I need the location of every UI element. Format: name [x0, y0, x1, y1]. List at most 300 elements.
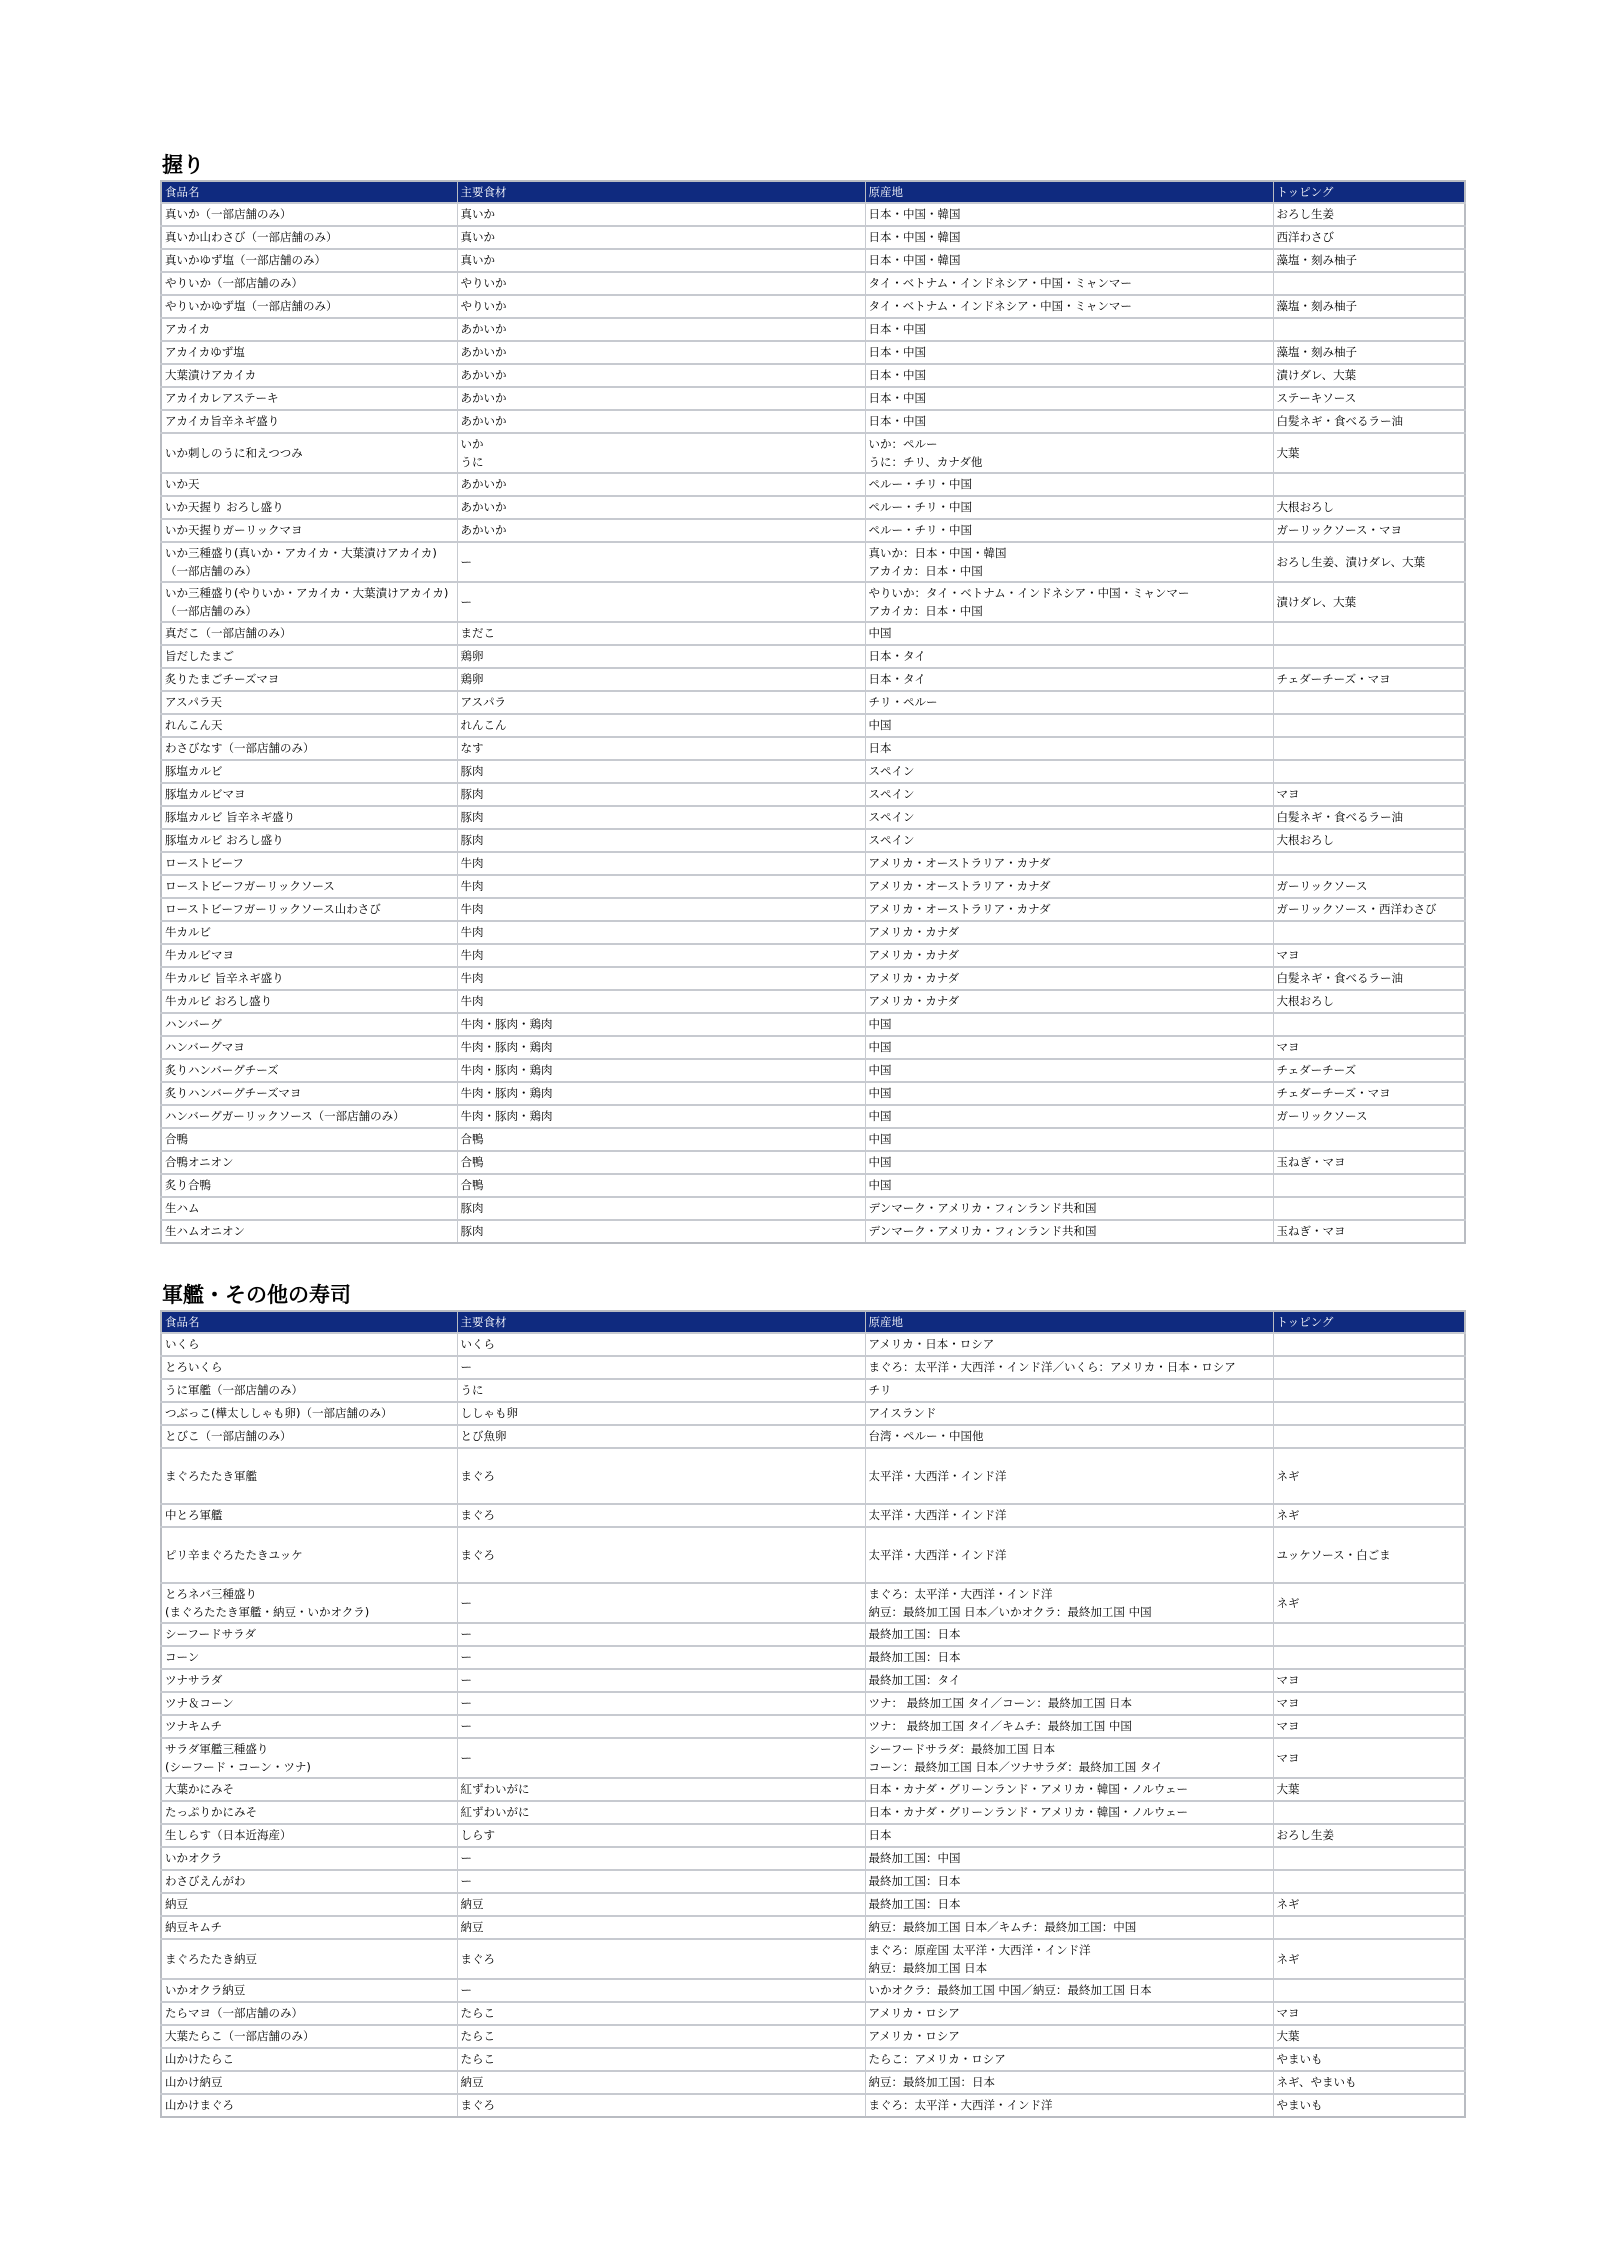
cell-main-ingredient: ししゃも卵 [457, 1402, 865, 1425]
cell-main-ingredient: 鶏卵 [457, 645, 865, 668]
cell-food-name: 大葉漬けアカイカ [161, 364, 457, 387]
cell-main-ingredient: 牛肉 [457, 990, 865, 1013]
cell-origin: 最終加工国：日本 [865, 1870, 1273, 1893]
table-row [161, 622, 1465, 645]
cell-topping: おろし生姜、漬けダレ、大葉 [1273, 542, 1465, 582]
cell-topping [1273, 1197, 1465, 1220]
cell-origin: 最終加工国：タイ [865, 1669, 1273, 1692]
cell-topping [1273, 691, 1465, 714]
table-row [161, 1939, 1465, 1979]
cell-main-ingredient: アスパラ [457, 691, 865, 714]
cell-origin: アメリカ・ロシア [865, 2025, 1273, 2048]
cell-origin: やりいか：タイ・ベトナム・インドネシア・中国・ミャンマー アカイカ：日本・中国 [865, 582, 1273, 622]
cell-origin: 台湾・ペルー・中国他 [865, 1425, 1273, 1448]
cell-food-name: ローストビーフガーリックソース [161, 875, 457, 898]
cell-food-name: ツナ＆コーン [161, 1692, 457, 1715]
cell-origin: 中国 [865, 622, 1273, 645]
cell-topping [1273, 1801, 1465, 1824]
cell-main-ingredient: 真いか [457, 203, 865, 226]
cell-topping: ガーリックソース・マヨ [1273, 519, 1465, 542]
cell-origin: アメリカ・カナダ [865, 990, 1273, 1013]
cell-origin: アメリカ・カナダ [865, 967, 1273, 990]
menu-table [160, 180, 1466, 1244]
table-row [161, 410, 1465, 433]
table-row [161, 1151, 1465, 1174]
cell-main-ingredient: 紅ずわいがに [457, 1801, 865, 1824]
cell-origin: デンマーク・アメリカ・フィンランド共和国 [865, 1197, 1273, 1220]
table-row [161, 1504, 1465, 1527]
cell-origin: 日本・中国・韓国 [865, 226, 1273, 249]
cell-topping [1273, 852, 1465, 875]
header-main-ingredient: 主要食材 [457, 181, 865, 203]
table-row [161, 473, 1465, 496]
table-row [161, 1669, 1465, 1692]
cell-food-name: まぐろたたき軍艦 [161, 1448, 457, 1504]
cell-food-name: たっぷりかにみそ [161, 1801, 457, 1824]
cell-origin: 日本・タイ [865, 645, 1273, 668]
cell-topping: おろし生姜 [1273, 203, 1465, 226]
cell-origin: 最終加工国：中国 [865, 1847, 1273, 1870]
table-row [161, 1333, 1465, 1356]
cell-topping: やまいも [1273, 2048, 1465, 2071]
cell-food-name: 納豆キムチ [161, 1916, 457, 1939]
cell-main-ingredient: 豚肉 [457, 760, 865, 783]
cell-food-name: まぐろたたき納豆 [161, 1939, 457, 1979]
cell-food-name: アカイカ旨辛ネギ盛り [161, 410, 457, 433]
cell-main-ingredient: あかいか [457, 341, 865, 364]
cell-main-ingredient: 牛肉 [457, 852, 865, 875]
cell-origin: ペルー・チリ・中国 [865, 519, 1273, 542]
cell-main-ingredient: 合鴨 [457, 1128, 865, 1151]
cell-topping: やまいも [1273, 2094, 1465, 2117]
cell-food-name: 合鴨オニオン [161, 1151, 457, 1174]
cell-main-ingredient: 合鴨 [457, 1174, 865, 1197]
cell-main-ingredient: まだこ [457, 622, 865, 645]
cell-origin: チリ [865, 1379, 1273, 1402]
cell-food-name: 大葉かにみそ [161, 1778, 457, 1801]
cell-topping: 藻塩・刻み柚子 [1273, 341, 1465, 364]
section-gunkan [160, 1280, 1464, 2118]
cell-food-name: ツナキムチ [161, 1715, 457, 1738]
cell-origin: 日本・中国 [865, 318, 1273, 341]
cell-origin: デンマーク・アメリカ・フィンランド共和国 [865, 1220, 1273, 1243]
cell-food-name: 豚塩カルビ 旨辛ネギ盛り [161, 806, 457, 829]
cell-topping [1273, 737, 1465, 760]
cell-topping: 白髪ネギ・食べるラー油 [1273, 410, 1465, 433]
cell-origin: 日本・中国 [865, 364, 1273, 387]
cell-main-ingredient: やりいか [457, 272, 865, 295]
header-origin: 原産地 [865, 1311, 1273, 1333]
cell-food-name: いかオクラ [161, 1847, 457, 1870]
cell-topping: ネギ [1273, 1893, 1465, 1916]
table-row [161, 1425, 1465, 1448]
header-topping: トッピング [1273, 1311, 1465, 1333]
cell-main-ingredient: ー [457, 1738, 865, 1778]
cell-food-name: アカイカレアステーキ [161, 387, 457, 410]
cell-main-ingredient: まぐろ [457, 1527, 865, 1583]
cell-main-ingredient: 合鴨 [457, 1151, 865, 1174]
table-row [161, 2071, 1465, 2094]
cell-main-ingredient: ー [457, 542, 865, 582]
cell-topping [1273, 1847, 1465, 1870]
section-title: 握り [162, 153, 204, 177]
cell-topping [1273, 473, 1465, 496]
cell-topping [1273, 1356, 1465, 1379]
table-row [161, 1870, 1465, 1893]
cell-food-name: ハンバーグガーリックソース（一部店舗のみ） [161, 1105, 457, 1128]
cell-main-ingredient: ー [457, 1692, 865, 1715]
table-row [161, 2048, 1465, 2071]
cell-topping: マヨ [1273, 1715, 1465, 1738]
cell-origin: 日本・タイ [865, 668, 1273, 691]
table-row [161, 1105, 1465, 1128]
cell-topping: 玉ねぎ・マヨ [1273, 1220, 1465, 1243]
cell-food-name: いかオクラ納豆 [161, 1979, 457, 2002]
table-row [161, 1893, 1465, 1916]
cell-topping: ガーリックソース [1273, 875, 1465, 898]
header-origin: 原産地 [865, 181, 1273, 203]
cell-main-ingredient: ー [457, 1646, 865, 1669]
table-row [161, 760, 1465, 783]
cell-topping: ネギ [1273, 1448, 1465, 1504]
cell-main-ingredient: ー [457, 582, 865, 622]
cell-origin: スペイン [865, 783, 1273, 806]
cell-main-ingredient: ー [457, 1669, 865, 1692]
cell-topping: ユッケソース・白ごま [1273, 1527, 1465, 1583]
cell-topping [1273, 1646, 1465, 1669]
cell-food-name: れんこん天 [161, 714, 457, 737]
cell-topping: 西洋わさび [1273, 226, 1465, 249]
cell-food-name: わさびえんがわ [161, 1870, 457, 1893]
table-row [161, 1715, 1465, 1738]
cell-food-name: 大葉たらこ（一部店舗のみ） [161, 2025, 457, 2048]
cell-origin: 最終加工国：日本 [865, 1893, 1273, 1916]
cell-food-name: いか天 [161, 473, 457, 496]
cell-topping: チェダーチーズ・マヨ [1273, 1082, 1465, 1105]
cell-topping: 藻塩・刻み柚子 [1273, 249, 1465, 272]
cell-main-ingredient: 牛肉・豚肉・鶏肉 [457, 1013, 865, 1036]
cell-main-ingredient: 納豆 [457, 1916, 865, 1939]
cell-topping: おろし生姜 [1273, 1824, 1465, 1847]
cell-main-ingredient: 納豆 [457, 1893, 865, 1916]
table-row [161, 1738, 1465, 1778]
table-row [161, 295, 1465, 318]
cell-food-name: いか天握りガーリックマヨ [161, 519, 457, 542]
cell-main-ingredient: 牛肉・豚肉・鶏肉 [457, 1059, 865, 1082]
cell-food-name: 豚塩カルビ おろし盛り [161, 829, 457, 852]
cell-origin: まぐろ：原産国 太平洋・大西洋・インド洋 納豆：最終加工国 日本 [865, 1939, 1273, 1979]
cell-origin: 納豆：最終加工国：日本 [865, 2071, 1273, 2094]
cell-topping [1273, 921, 1465, 944]
cell-topping: 漬けダレ、大葉 [1273, 364, 1465, 387]
cell-topping: 大根おろし [1273, 990, 1465, 1013]
cell-topping [1273, 318, 1465, 341]
cell-topping [1273, 1013, 1465, 1036]
table-row [161, 852, 1465, 875]
cell-origin: 太平洋・大西洋・インド洋 [865, 1448, 1273, 1504]
table-row [161, 496, 1465, 519]
cell-main-ingredient: ー [457, 1356, 865, 1379]
cell-topping: マヨ [1273, 1669, 1465, 1692]
cell-origin: ツナ： 最終加工国 タイ／キムチ：最終加工国 中国 [865, 1715, 1273, 1738]
cell-origin: 日本・中国 [865, 410, 1273, 433]
table-row [161, 1583, 1465, 1623]
cell-food-name: 真いか（一部店舗のみ） [161, 203, 457, 226]
cell-food-name: いくら [161, 1333, 457, 1356]
cell-topping: 白髪ネギ・食べるラー油 [1273, 806, 1465, 829]
cell-main-ingredient: あかいか [457, 410, 865, 433]
cell-topping: マヨ [1273, 944, 1465, 967]
table-row [161, 967, 1465, 990]
cell-main-ingredient: あかいか [457, 519, 865, 542]
cell-main-ingredient: まぐろ [457, 1504, 865, 1527]
cell-origin: タイ・ベトナム・インドネシア・中国・ミャンマー [865, 272, 1273, 295]
table-row [161, 1847, 1465, 1870]
table-row [161, 341, 1465, 364]
table-row [161, 806, 1465, 829]
cell-food-name: 豚塩カルビマヨ [161, 783, 457, 806]
menu-table [160, 1310, 1466, 2118]
cell-food-name: 生ハム [161, 1197, 457, 1220]
table-row [161, 203, 1465, 226]
cell-food-name: いか刺しのうに和えつつみ [161, 433, 457, 473]
cell-main-ingredient: 豚肉 [457, 806, 865, 829]
cell-topping: 大根おろし [1273, 496, 1465, 519]
cell-origin: いか：ペルー うに：チリ、カナダ他 [865, 433, 1273, 473]
cell-origin: タイ・ベトナム・インドネシア・中国・ミャンマー [865, 295, 1273, 318]
cell-food-name: アカイカゆず塩 [161, 341, 457, 364]
cell-food-name: 合鴨 [161, 1128, 457, 1151]
cell-main-ingredient: 豚肉 [457, 1220, 865, 1243]
cell-topping: 大葉 [1273, 1778, 1465, 1801]
table-row [161, 714, 1465, 737]
cell-main-ingredient: あかいか [457, 496, 865, 519]
cell-main-ingredient: 真いか [457, 226, 865, 249]
cell-topping [1273, 1402, 1465, 1425]
cell-food-name: たらマヨ（一部店舗のみ） [161, 2002, 457, 2025]
cell-main-ingredient: いくら [457, 1333, 865, 1356]
cell-main-ingredient: れんこん [457, 714, 865, 737]
cell-origin: ペルー・チリ・中国 [865, 496, 1273, 519]
cell-origin: 中国 [865, 1013, 1273, 1036]
cell-main-ingredient: 豚肉 [457, 1197, 865, 1220]
table-row [161, 691, 1465, 714]
cell-food-name: いか三種盛り(真いか・アカイカ・大葉漬けアカイカ) （一部店舗のみ） [161, 542, 457, 582]
table-header-row [161, 1311, 1465, 1333]
table-row [161, 898, 1465, 921]
table-row [161, 387, 1465, 410]
table-row [161, 1778, 1465, 1801]
cell-topping [1273, 1425, 1465, 1448]
table-row [161, 1197, 1465, 1220]
cell-main-ingredient: たらこ [457, 2025, 865, 2048]
header-topping: トッピング [1273, 181, 1465, 203]
cell-food-name: とびこ（一部店舗のみ） [161, 1425, 457, 1448]
cell-origin: 日本 [865, 1824, 1273, 1847]
cell-food-name: 山かけまぐろ [161, 2094, 457, 2117]
cell-food-name: 炙りハンバーグチーズマヨ [161, 1082, 457, 1105]
cell-main-ingredient: 牛肉・豚肉・鶏肉 [457, 1082, 865, 1105]
cell-food-name: 真いかゆず塩（一部店舗のみ） [161, 249, 457, 272]
table-row [161, 1128, 1465, 1151]
table-row [161, 519, 1465, 542]
cell-main-ingredient: 紅ずわいがに [457, 1778, 865, 1801]
cell-food-name: ツナサラダ [161, 1669, 457, 1692]
cell-topping [1273, 760, 1465, 783]
cell-food-name: ローストビーフガーリックソース山わさび [161, 898, 457, 921]
cell-food-name: 旨だしたまご [161, 645, 457, 668]
table-row [161, 318, 1465, 341]
cell-topping: マヨ [1273, 1738, 1465, 1778]
cell-main-ingredient: たらこ [457, 2048, 865, 2071]
cell-food-name: コーン [161, 1646, 457, 1669]
cell-origin: いかオクラ：最終加工国 中国／納豆：最終加工国 日本 [865, 1979, 1273, 2002]
cell-food-name: 生ハムオニオン [161, 1220, 457, 1243]
cell-topping: マヨ [1273, 2002, 1465, 2025]
table-row [161, 1692, 1465, 1715]
table-row [161, 1220, 1465, 1243]
table-row [161, 226, 1465, 249]
table-row [161, 1082, 1465, 1105]
cell-origin: 納豆：最終加工国 日本／キムチ：最終加工国：中国 [865, 1916, 1273, 1939]
cell-food-name: 豚塩カルビ [161, 760, 457, 783]
cell-main-ingredient: なす [457, 737, 865, 760]
table-row [161, 875, 1465, 898]
cell-main-ingredient: まぐろ [457, 1448, 865, 1504]
cell-origin: チリ・ペルー [865, 691, 1273, 714]
cell-origin: 中国 [865, 1036, 1273, 1059]
cell-main-ingredient: 真いか [457, 249, 865, 272]
header-food-name: 食品名 [161, 1311, 457, 1333]
cell-main-ingredient: 牛肉・豚肉・鶏肉 [457, 1105, 865, 1128]
cell-origin: アメリカ・カナダ [865, 921, 1273, 944]
cell-main-ingredient: 牛肉 [457, 967, 865, 990]
cell-topping [1273, 272, 1465, 295]
cell-origin: 日本 [865, 737, 1273, 760]
table-row [161, 1646, 1465, 1669]
cell-main-ingredient: あかいか [457, 387, 865, 410]
cell-topping: ネギ [1273, 1583, 1465, 1623]
cell-topping: ステーキソース [1273, 387, 1465, 410]
cell-topping: チェダーチーズ [1273, 1059, 1465, 1082]
cell-origin: シーフードサラダ：最終加工国 日本 コーン：最終加工国 日本／ツナサラダ：最終加工国 タイ [865, 1738, 1273, 1778]
cell-main-ingredient: 牛肉 [457, 875, 865, 898]
cell-origin: アメリカ・日本・ロシア [865, 1333, 1273, 1356]
table-row [161, 364, 1465, 387]
cell-origin: ツナ： 最終加工国 タイ／コーン：最終加工国 日本 [865, 1692, 1273, 1715]
cell-origin: 中国 [865, 1151, 1273, 1174]
cell-topping [1273, 645, 1465, 668]
cell-topping [1273, 1333, 1465, 1356]
cell-food-name: シーフードサラダ [161, 1623, 457, 1646]
cell-origin: 太平洋・大西洋・インド洋 [865, 1504, 1273, 1527]
cell-food-name: アカイカ [161, 318, 457, 341]
cell-origin: アメリカ・ロシア [865, 2002, 1273, 2025]
cell-food-name: わさびなす（一部店舗のみ） [161, 737, 457, 760]
cell-food-name: ピリ辛まぐろたたきユッケ [161, 1527, 457, 1583]
table-row [161, 249, 1465, 272]
table-row [161, 1623, 1465, 1646]
cell-main-ingredient: ー [457, 1870, 865, 1893]
cell-origin: 中国 [865, 1174, 1273, 1197]
cell-origin: 最終加工国：日本 [865, 1646, 1273, 1669]
cell-food-name: アスパラ天 [161, 691, 457, 714]
table-row [161, 1174, 1465, 1197]
cell-food-name: うに軍艦（一部店舗のみ） [161, 1379, 457, 1402]
cell-topping: マヨ [1273, 783, 1465, 806]
cell-topping: 漬けダレ、大葉 [1273, 582, 1465, 622]
cell-main-ingredient: やりいか [457, 295, 865, 318]
cell-origin: スペイン [865, 806, 1273, 829]
cell-main-ingredient: あかいか [457, 318, 865, 341]
cell-origin: まぐろ：太平洋・大西洋・インド洋／いくら：アメリカ・日本・ロシア [865, 1356, 1273, 1379]
cell-topping [1273, 1870, 1465, 1893]
cell-origin: 中国 [865, 1082, 1273, 1105]
cell-origin: 日本・中国 [865, 387, 1273, 410]
cell-origin: 日本・カナダ・グリーンランド・アメリカ・韓国・ノルウェー [865, 1778, 1273, 1801]
cell-topping [1273, 622, 1465, 645]
cell-origin: 日本・中国 [865, 341, 1273, 364]
table-row [161, 1379, 1465, 1402]
cell-main-ingredient: ー [457, 1847, 865, 1870]
table-row [161, 1356, 1465, 1379]
table-row [161, 2094, 1465, 2117]
cell-main-ingredient: ー [457, 1623, 865, 1646]
cell-main-ingredient: ー [457, 1979, 865, 2002]
cell-main-ingredient: 牛肉 [457, 898, 865, 921]
cell-origin: スペイン [865, 760, 1273, 783]
header-food-name: 食品名 [161, 181, 457, 203]
cell-topping: ネギ [1273, 1504, 1465, 1527]
cell-origin: まぐろ：太平洋・大西洋・インド洋 納豆：最終加工国 日本／いかオクラ：最終加工国 中国 [865, 1583, 1273, 1623]
cell-topping [1273, 714, 1465, 737]
cell-main-ingredient: あかいか [457, 364, 865, 387]
cell-origin: 太平洋・大西洋・インド洋 [865, 1527, 1273, 1583]
cell-topping: ネギ [1273, 1939, 1465, 1979]
table-row [161, 433, 1465, 473]
cell-food-name: 牛カルビ 旨辛ネギ盛り [161, 967, 457, 990]
table-row [161, 944, 1465, 967]
table-row [161, 829, 1465, 852]
section-nigiri [160, 150, 1464, 1244]
cell-main-ingredient: まぐろ [457, 2094, 865, 2117]
cell-food-name: 真いか山わさび（一部店舗のみ） [161, 226, 457, 249]
cell-food-name: 牛カルビ [161, 921, 457, 944]
cell-topping [1273, 1379, 1465, 1402]
cell-food-name: いか天握り おろし盛り [161, 496, 457, 519]
cell-food-name: 山かけ納豆 [161, 2071, 457, 2094]
cell-main-ingredient: たらこ [457, 2002, 865, 2025]
table-row [161, 1059, 1465, 1082]
cell-food-name: つぶっこ(樺太ししゃも卵)（一部店舗のみ） [161, 1402, 457, 1425]
cell-food-name: 納豆 [161, 1893, 457, 1916]
cell-origin: ペルー・チリ・中国 [865, 473, 1273, 496]
table-row [161, 1979, 1465, 2002]
cell-topping: チェダーチーズ・マヨ [1273, 668, 1465, 691]
cell-origin: 日本・中国・韓国 [865, 249, 1273, 272]
cell-food-name: 炙りハンバーグチーズ [161, 1059, 457, 1082]
cell-topping [1273, 1174, 1465, 1197]
table-row [161, 1527, 1465, 1583]
cell-topping: 白髪ネギ・食べるラー油 [1273, 967, 1465, 990]
cell-main-ingredient: 牛肉 [457, 921, 865, 944]
cell-main-ingredient: 牛肉 [457, 944, 865, 967]
cell-food-name: 生しらす（日本近海産） [161, 1824, 457, 1847]
cell-topping: ガーリックソース [1273, 1105, 1465, 1128]
table-row [161, 783, 1465, 806]
cell-topping: ネギ、やまいも [1273, 2071, 1465, 2094]
cell-origin: 真いか：日本・中国・韓国 アカイカ：日本・中国 [865, 542, 1273, 582]
